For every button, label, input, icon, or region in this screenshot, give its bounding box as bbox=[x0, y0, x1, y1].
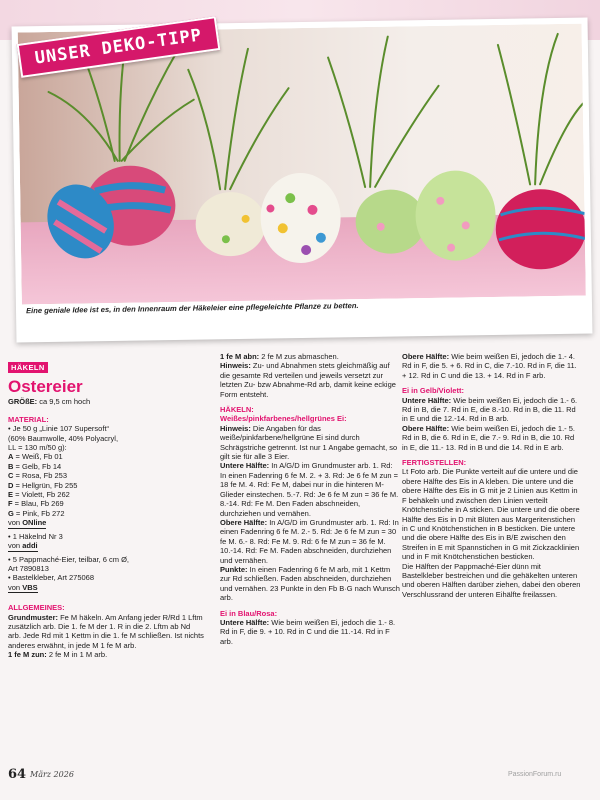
finishing-text-2: Die Hälften der Pappmaché-Eier dünn mit Bastelkleber bestreichen und die gehäkelten unteren und oberen Hälften darüber ziehen, dabei den oberen Verschlussrand der unteren Eihälfte freilassen. bbox=[402, 561, 581, 599]
general-text: Grundmuster: Fe M häkeln. Am Anfang jeder R/Rd 1 Lftm zusätzlich arb. Die 1. fe M der 1. R in die 2. Lftm ab Nd arb. Jede Rd mit 1 Kettm in die 1. fe M schließen. Ist nichts anderes erwähnt, in jede M 1 fe M arb. bbox=[8, 612, 204, 650]
supplier-line: von addi bbox=[8, 541, 38, 551]
hint2-text: Hinweis: Die Angaben für das weiße/pinkfarbene/hellgrüne Ei sind durch Schrägstriche getrennt. Ist nur 1 Angabe gemacht, so gilt sie für alle 3 Eier. bbox=[220, 423, 398, 462]
upper-half-text: Obere Hälfte: In A/G/D im Grundmuster arb. 1. Rd: In einen Fadenring 6 fe M. 2.- 5. Rd: Je 6 fe M zun = 30 fe M. 6.- 8. Rd: Fe M. 9. Rd: 6 fe M zun = 36 fe M. 10.-14. Rd: Fe M. Faden abschneiden, durchziehen und vernähen. bbox=[220, 517, 399, 565]
material-heading: MATERIAL: bbox=[8, 414, 49, 424]
eggs-art: Art 7890813 bbox=[8, 563, 49, 573]
color-line: G = Pink, Fb 272 bbox=[8, 508, 65, 518]
color-line: A = Weiß, Fb 01 bbox=[8, 452, 63, 462]
glue-line: • Bastelkleber, Art 275068 bbox=[8, 573, 95, 583]
category-label: HÄKELN bbox=[8, 362, 48, 373]
hook-line: • 1 Häkelnd Nr 3 bbox=[8, 531, 63, 541]
banner-text: UNSER DEKO-TIPP bbox=[33, 25, 204, 69]
watermark: PassionForum.ru bbox=[508, 771, 562, 778]
egg-subheading: Weißes/pinkfarbenes/hellgrünes Ei: bbox=[220, 414, 347, 424]
supplier-line: von ONline bbox=[8, 518, 47, 528]
finishing-heading: FERTIGSTELLEN: bbox=[402, 458, 467, 468]
decrease-text: 1 fe M abn: 2 fe M zus abmaschen. bbox=[220, 352, 339, 361]
yarn-line: LL = 130 m/50 g): bbox=[8, 443, 67, 453]
yarn-line: (60% Baumwolle, 40% Polyacryl, bbox=[8, 433, 119, 443]
yv-upper-text: Obere Hälfte: Wie beim weißen Ei, jedoch die 1.- 5. Rd in B, die 6. Rd in E, die 7.- 9. Rd in B, die 10. Rd in E, die 11.- 13. Rd in B und die 14. Rd in E arb. bbox=[402, 423, 575, 452]
increase-text: 1 fe M zun: 2 fe M in 1 M arb. bbox=[8, 650, 108, 660]
brand-vbs: VBS bbox=[22, 582, 38, 592]
column-1 bbox=[8, 352, 204, 660]
crochet-heading: HÄKELN: bbox=[220, 405, 254, 415]
article-title: Ostereier bbox=[8, 377, 83, 397]
column-3 bbox=[402, 352, 582, 599]
brand-addi: addi bbox=[22, 541, 38, 551]
photo-caption: Eine geniale Idee ist es, in den Innenraum der Häkeleier eine pflegeleichte Pflanze zu betten. bbox=[25, 301, 359, 316]
page-number: 64 bbox=[8, 767, 27, 782]
size-text: ca 9,5 cm hoch bbox=[37, 397, 91, 407]
dots-text: Punkte: In einen Fadenring 6 fe M arb, mit 1 Kettm zur Rd schließen. Faden abschneiden, durchziehen und vernähen. 23 Punkte in den Fb B·G nach Wunsch arb. bbox=[220, 564, 400, 603]
column-2 bbox=[220, 352, 400, 646]
lower-half-text: Untere Hälfte: In A/G/D im Grundmuster arb. 1. Rd: In einen Fadenring 6 fe M. 2. + 3. Rd: Je 6 fe M zun = 18 fe M. 4. Rd: Fe M, dabei nur in die hinteren M-Glieder einstechen. 5.-7. Rd: Je 6 fe M zun = 36 fe M. 8.-14. Rd: Fe M. Den Faden abschneiden, durchziehen und vernähen. bbox=[220, 461, 399, 518]
eggs-line: • 5 Pappmaché-Eier, teilbar, 6 cm Ø, bbox=[8, 554, 130, 564]
yv-lower-text: Untere Hälfte: Wie beim weißen Ei, jedoch die 1.- 6. Rd in B, die 7. Rd in E, die 8.-10. Rd in B, die 11. Rd in E und die 12.-14. Rd in B arb. bbox=[402, 395, 578, 424]
issue-date: März 2026 bbox=[30, 770, 74, 779]
color-line: E = Violett, Fb 262 bbox=[8, 490, 70, 500]
yellow-violet-heading: Ei in Gelb/Violett: bbox=[402, 386, 464, 396]
color-line: D = Hellgrün, Fb 255 bbox=[8, 480, 78, 490]
finishing-text-1: Lt Foto arb. Die Punkte verteilt auf die untere und die obere Hälfte des Eis in A kleben. Die untere und die obere Hälfte des Eis in G mit je 2 Linien aus Kettm in F behäkeln und zwischen den Linien verteilt Knötchenstiche in A sticken. Die untere und die obere Hälfte des Eis in D mit Blüten aus Margeritenstichen in C und Knötchenstichen in B besticken. Die untere und die obere Hälfte des Eis in B/E zwischen den Streifen in E mit Spannstichen in G mit Zickzacklinien und in F mit Knötchenstichen besticken. bbox=[402, 467, 580, 562]
brand-online: ONline bbox=[22, 518, 47, 528]
yarn-line: • Je 50 g „Linie 107 Supersoft“ bbox=[8, 424, 110, 434]
color-line: C = Rosa, Fb 253 bbox=[8, 471, 68, 481]
color-line: B = Gelb, Fb 14 bbox=[8, 461, 62, 471]
size-label: GRÖßE: bbox=[8, 397, 38, 407]
color-line: F = Blau, Fb 269 bbox=[8, 499, 64, 509]
blue-lower-text: Untere Hälfte: Wie beim weißen Ei, jedoch die 1.- 8. Rd in F, die 9. + 10. Rd in C und die 11.-14. Rd in F arb. bbox=[220, 617, 396, 646]
blue-upper-text: Obere Hälfte: Wie beim weißen Ei, jedoch die 1.- 4. Rd in F, die 5. + 6. Rd in C, die 7.-10. Rd in F, die 11. + 12. Rd in C und die 13. + 14. Rd in F arb. bbox=[402, 352, 577, 380]
hint-text: Hinweis: Zu- und Abnahmen stets gleichmäßig auf die gesamte Rd verteilen und jeweils versetzt zur letzten Zu- bzw Abnahme-Rd arb, damit keine eckige Form entsteht. bbox=[220, 361, 396, 399]
blue-egg-heading: Ei in Blau/Rosa: bbox=[220, 608, 278, 618]
general-heading: ALLGEMEINES: bbox=[8, 603, 65, 613]
supplier-line: von VBS bbox=[8, 582, 38, 592]
